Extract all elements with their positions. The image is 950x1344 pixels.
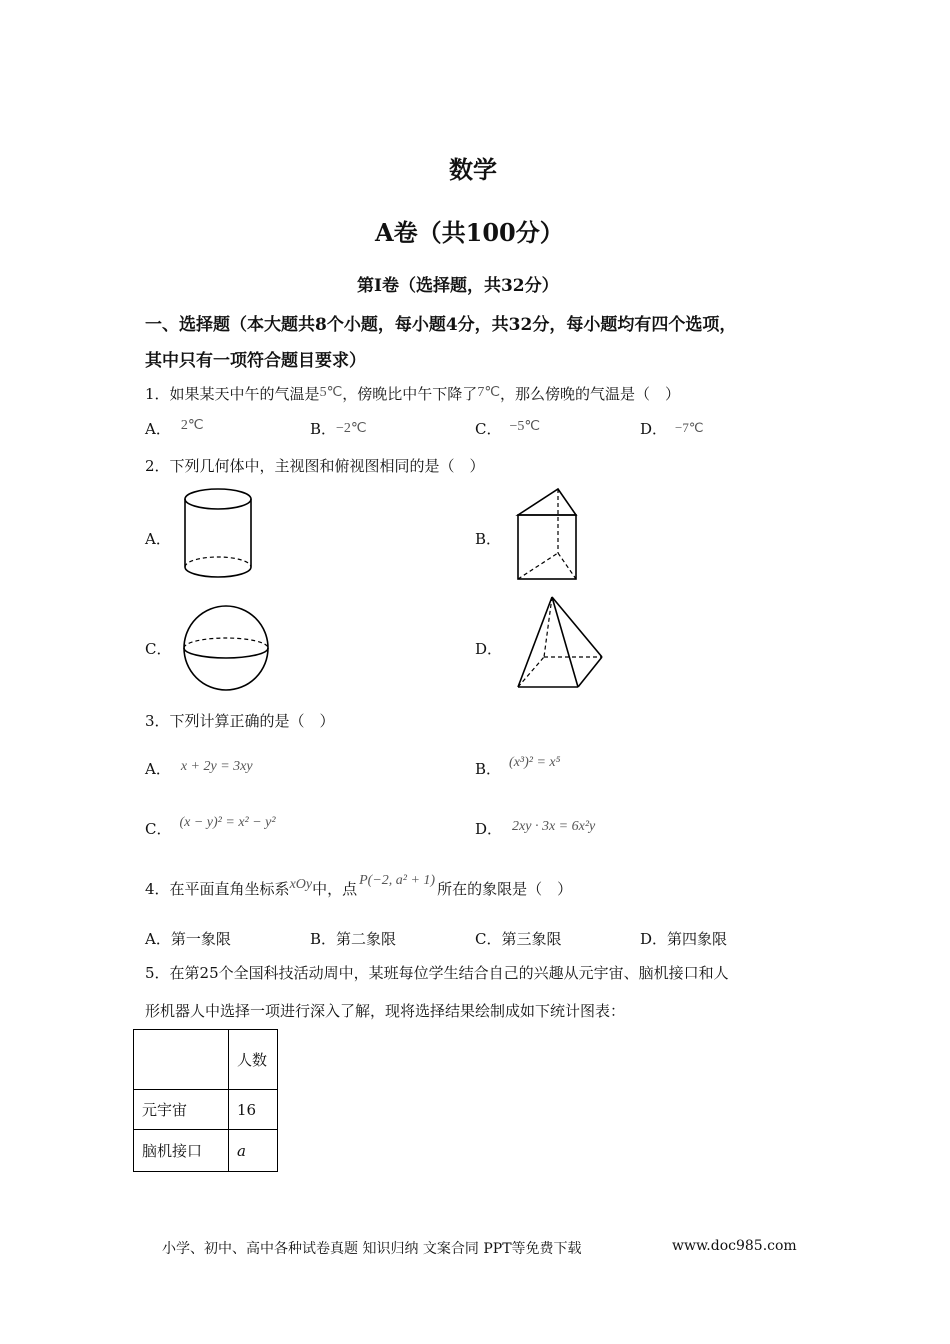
question-number: 1． — [145, 385, 170, 403]
question-text: 下列几何体中，主视图和俯视图相同的是（ ） — [169, 457, 485, 475]
option-label: A． — [145, 760, 171, 778]
table-row — [134, 1130, 278, 1172]
question-number: 5． — [145, 964, 170, 982]
option-value: −7℃ — [675, 420, 704, 435]
question-text: 在平面直角坐标系 — [169, 880, 290, 898]
math-temperature: 7℃ — [477, 385, 501, 400]
document-title: 数学 — [449, 155, 497, 184]
q3-option-b[interactable] — [475, 755, 561, 779]
table-corner-cell — [134, 1030, 229, 1090]
q1-option-c[interactable] — [475, 418, 540, 439]
option-expression: 2xy · 3x = 6x²y — [512, 819, 596, 834]
cylinder-figure — [180, 485, 260, 585]
question-5 — [145, 962, 729, 983]
option-label: A． — [145, 420, 171, 438]
option-label: C． — [475, 930, 502, 948]
option-label: B． — [475, 760, 502, 778]
question-1 — [145, 383, 680, 404]
table-cell-item: 脑机接口 — [134, 1130, 229, 1172]
table-header-row — [134, 1030, 278, 1090]
option-value: 第三象限 — [501, 930, 562, 948]
table-cell-count: a — [229, 1130, 278, 1172]
option-label: D． — [640, 930, 668, 948]
part-one-heading: 第Ⅰ卷（选择题，共32分） — [357, 276, 559, 296]
question-text: 如果某天中午的气温是 — [169, 385, 320, 403]
option-label: D． — [475, 820, 503, 838]
table-cell-item: 元宇宙 — [134, 1090, 229, 1130]
q3-option-c[interactable] — [145, 815, 276, 839]
question-text: 中，点 — [312, 880, 358, 898]
math-point: P(−2, a² + 1) — [359, 873, 436, 888]
q2-option-c-label[interactable]: C． — [145, 640, 172, 658]
q1-option-d[interactable] — [640, 418, 703, 439]
question-text: 在第25个全国科技活动周中，某班每位学生结合自己的兴趣从元宇宙、脑机接口和人 — [169, 964, 729, 982]
option-value: 2℃ — [180, 418, 204, 433]
math-coordinate-system: xOy — [289, 877, 313, 892]
option-value: 第二象限 — [336, 930, 397, 948]
question-number: 3． — [145, 712, 170, 730]
option-value: 第一象限 — [170, 930, 231, 948]
math-temperature: 5℃ — [319, 385, 343, 400]
option-expression: (x³)² = x⁵ — [509, 755, 561, 770]
statistics-table — [133, 1029, 278, 1172]
option-label: C． — [145, 820, 172, 838]
question-5-line-2: 形机器人中选择一项进行深入了解，现将选择结果绘制成如下统计图表： — [145, 1002, 626, 1020]
q4-option-d[interactable] — [640, 928, 727, 949]
q4-option-c[interactable] — [475, 928, 562, 949]
table-row — [134, 1090, 278, 1130]
q4-option-b[interactable] — [310, 928, 396, 949]
question-number: 4． — [145, 880, 170, 898]
option-expression: x + 2y = 3xy — [180, 759, 253, 774]
q3-option-d[interactable] — [475, 818, 595, 839]
sphere-figure — [180, 604, 275, 694]
option-value: −2℃ — [336, 421, 367, 436]
table-cell-count: 16 — [229, 1090, 278, 1130]
question-2 — [145, 455, 485, 476]
option-label: C． — [475, 420, 502, 438]
option-label: B． — [310, 420, 337, 438]
question-text: 所在的象限是（ ） — [437, 880, 573, 898]
footer-text: 小学、初中、高中各种试卷真题 知识归纳 文案合同 PPT等免费下载 — [162, 1241, 582, 1257]
question-text: ，那么傍晚的气温是（ ） — [500, 385, 681, 403]
instructions-line-2: 其中只有一项符合题目要求） — [145, 351, 366, 371]
question-3 — [145, 710, 335, 731]
section-a-title: A卷（共100分） — [375, 218, 564, 247]
instructions-line-1: 一、选择题（本大题共8个小题，每小题4分，共32分，每小题均有四个选项， — [145, 315, 737, 335]
footer-url[interactable]: www.doc985.com — [672, 1238, 797, 1254]
option-value: −5℃ — [509, 419, 541, 434]
q1-option-a[interactable] — [145, 418, 204, 439]
option-value: 第四象限 — [667, 930, 728, 948]
square-pyramid-figure — [512, 592, 612, 692]
table-header-count: 人数 — [229, 1030, 278, 1090]
question-number: 2． — [145, 457, 170, 475]
q2-option-d-label[interactable]: D． — [475, 640, 503, 658]
q3-option-a[interactable] — [145, 758, 253, 779]
option-label: A． — [145, 930, 171, 948]
option-label: D． — [640, 420, 668, 438]
question-text: 下列计算正确的是（ ） — [169, 712, 335, 730]
question-text: ，傍晚比中午下降了 — [342, 385, 478, 403]
triangular-prism-figure — [512, 485, 587, 585]
option-expression: (x − y)² = x² − y² — [179, 815, 276, 830]
question-4 — [145, 873, 573, 899]
q4-option-a[interactable] — [145, 928, 231, 949]
q1-option-b[interactable] — [310, 418, 367, 439]
q2-option-b-label[interactable]: B． — [475, 530, 502, 548]
option-label: B． — [310, 930, 337, 948]
q2-option-a-label[interactable]: A． — [145, 530, 171, 548]
